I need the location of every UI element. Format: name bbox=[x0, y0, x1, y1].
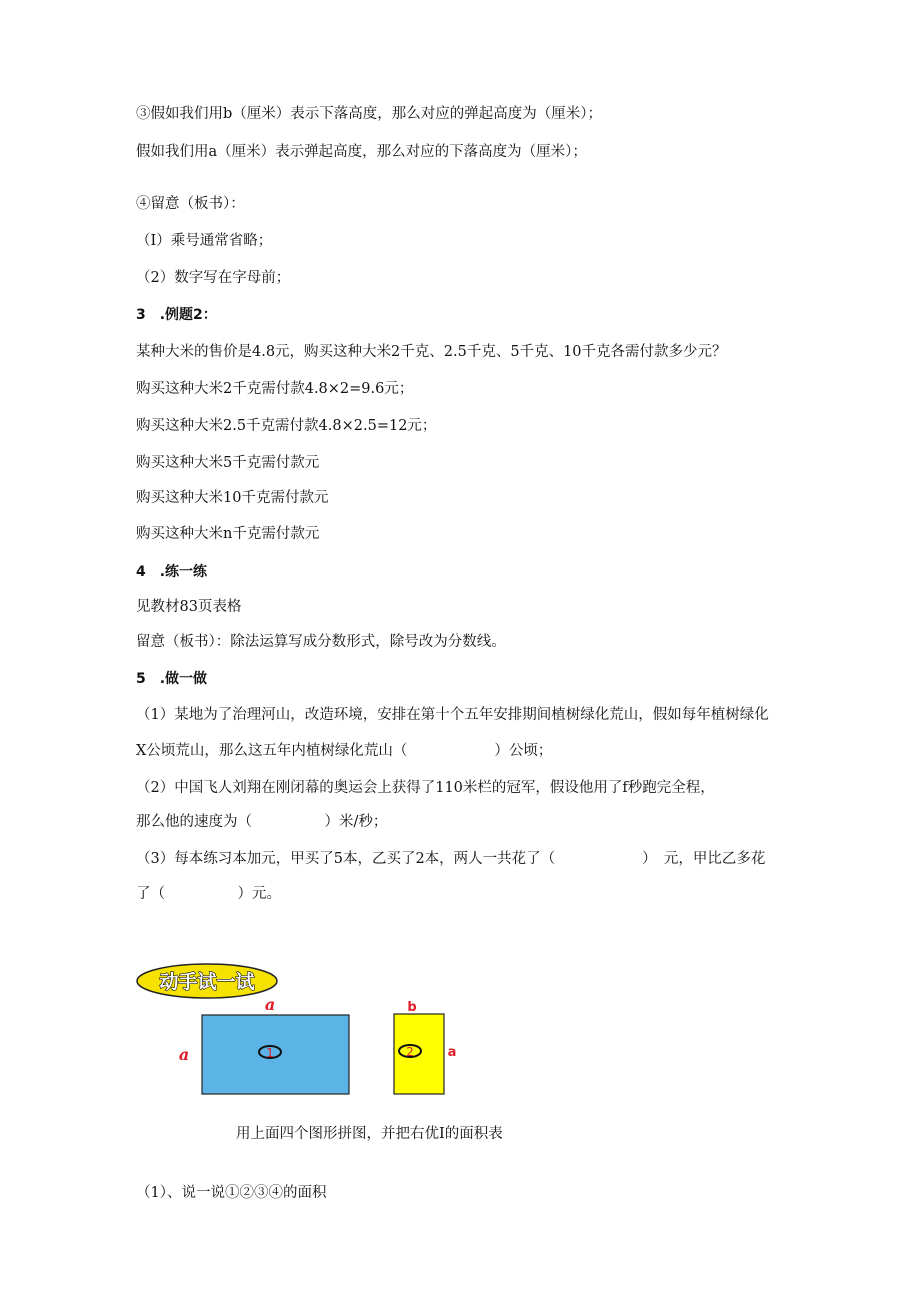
text-line: 购买这种大米n千克需付款元 bbox=[136, 526, 320, 542]
text-line: 购买这种大米10千克需付款元 bbox=[136, 490, 329, 506]
text-line: 购买这种大米5千克需付款元 bbox=[136, 455, 320, 471]
label-a-top: a bbox=[264, 995, 276, 1014]
text-line: 假如我们用a（厘米）表示弹起高度，那么对应的下落高度为（厘米）； bbox=[136, 144, 587, 160]
text-line: X公顷荒山，那么这五年内植树绿化荒山（ ）公顷； bbox=[136, 743, 553, 759]
text-line: 某种大米的售价是4.8元，购买这种大米2千克、2.5千克、5千克、10千克各需付款多少元？ bbox=[136, 344, 727, 360]
marker-1-label: 1 bbox=[266, 1046, 274, 1060]
shapes-figure-svg bbox=[136, 962, 466, 1102]
label-a-left: a bbox=[178, 1045, 190, 1064]
section-heading: 4 .练一练 bbox=[136, 564, 208, 580]
text-line: （1）、说一说①②③④的面积 bbox=[136, 1185, 327, 1201]
section-heading: 3 .例题2： bbox=[136, 307, 217, 323]
text-line: （3）每本练习本加元，甲买了5本，乙买了2本，两人一共花了（ ） 元，甲比乙多花 bbox=[136, 851, 766, 867]
text-line: 购买这种大米2千克需付款4.8×2=9.6元； bbox=[136, 381, 414, 397]
text-line: （2）数字写在字母前； bbox=[136, 270, 291, 286]
text-line: 留意（板书）：除法运算写成分数形式，除号改为分数线。 bbox=[136, 634, 506, 650]
figure-caption: 用上面四个图形拼图，并把右优Ⅰ的面积表 bbox=[236, 1126, 503, 1142]
text-line: ③假如我们用b（厘米）表示下落高度，那么对应的弹起高度为（厘米）； bbox=[136, 106, 603, 122]
banner-text: 动手试一试 bbox=[159, 971, 255, 993]
text-line: ④留意（板书）： bbox=[136, 196, 245, 212]
label-b-top: b bbox=[407, 1000, 417, 1015]
text-line: （2）中国飞人刘翔在刚闭幕的奥运会上获得了110米栏的冠军，假设他用了f秒跑完全程， bbox=[136, 780, 715, 796]
text-line: 那么他的速度为（ ）米/秒； bbox=[136, 814, 388, 830]
label-a-right: a bbox=[447, 1045, 457, 1060]
shapes-figure bbox=[136, 962, 466, 1102]
text-line: 购买这种大米2.5千克需付款4.8×2.5=12元； bbox=[136, 418, 437, 434]
text-line: 了（ ）元。 bbox=[136, 886, 281, 902]
text-line: （I）乘号通常省略； bbox=[136, 233, 273, 249]
text-line: 见教材83页表格 bbox=[136, 599, 242, 615]
text-line: （1）某地为了治理河山，改造环境，安排在第十个五年安排期间植树绿化荒山，假如每年植树绿化 bbox=[136, 707, 769, 723]
marker-2-label: 2 bbox=[406, 1045, 414, 1059]
blue-square bbox=[202, 1015, 349, 1094]
section-heading: 5 .做一做 bbox=[136, 671, 208, 687]
